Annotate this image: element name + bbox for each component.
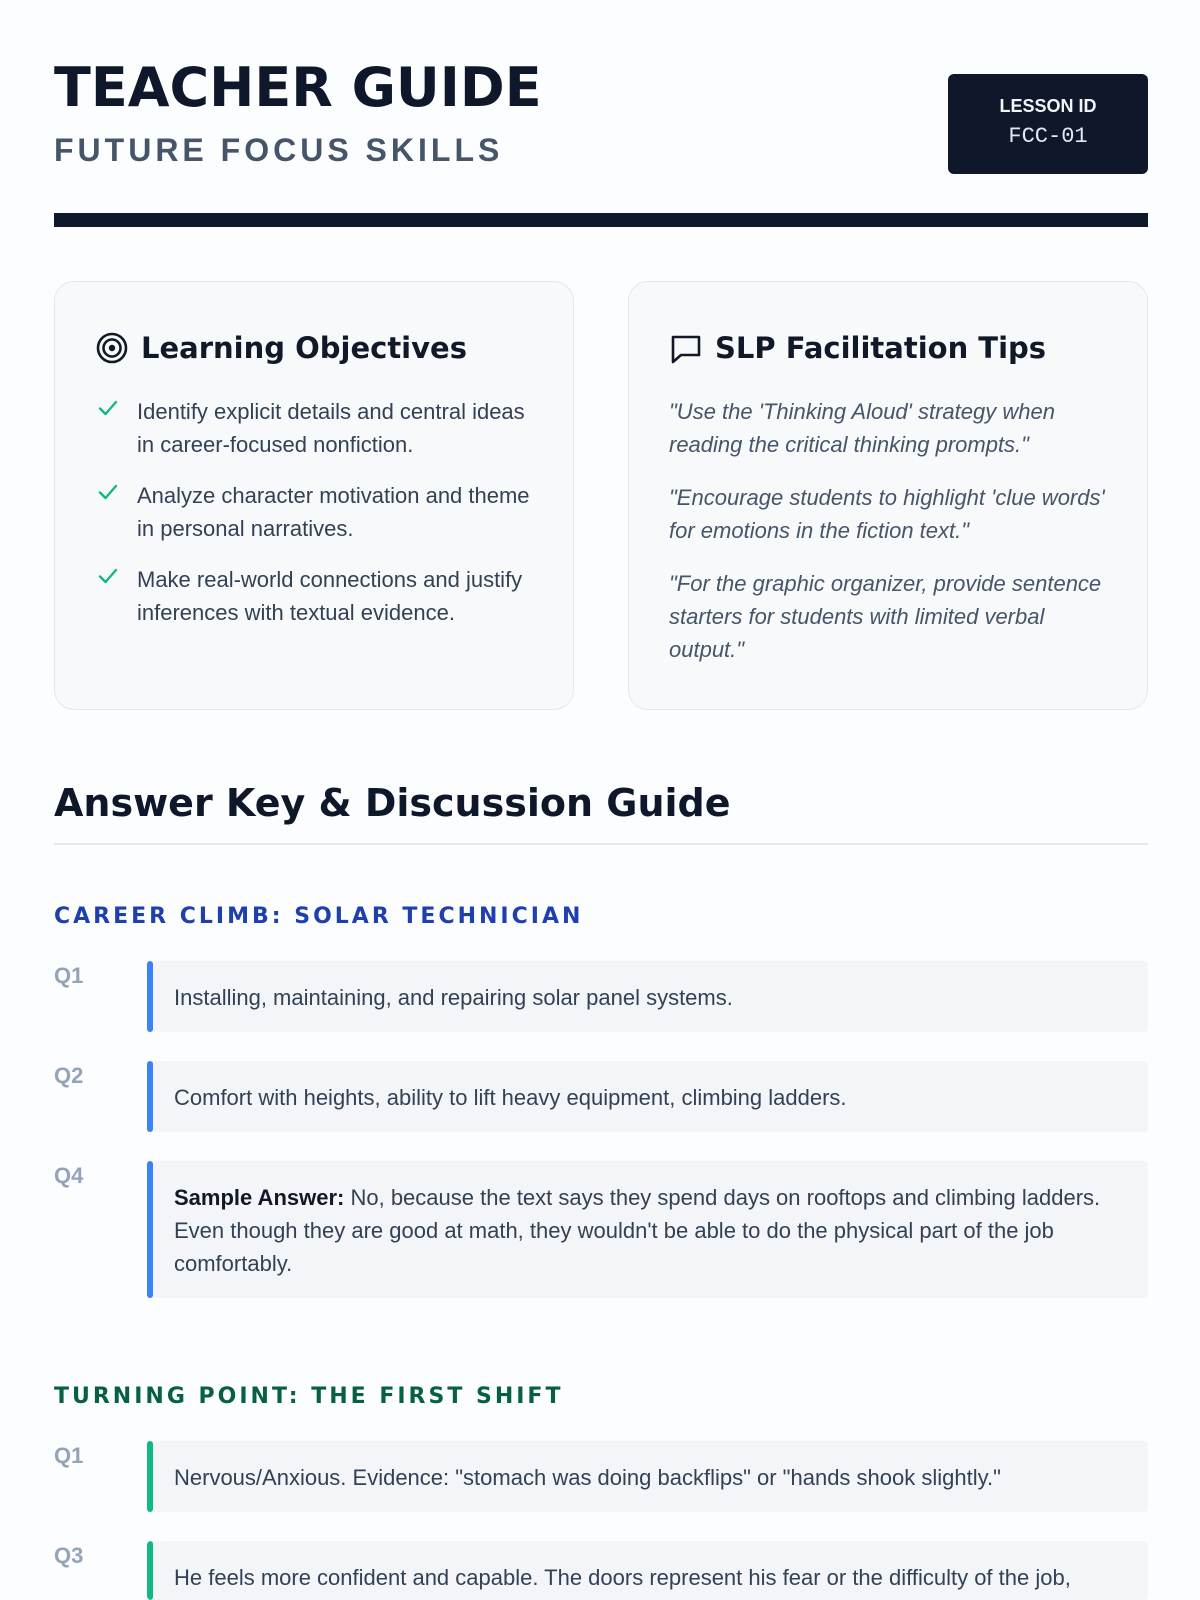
question-number: Q1 <box>54 963 84 988</box>
question-number: Q4 <box>54 1163 84 1188</box>
objectives-list <box>97 395 537 647</box>
header <box>54 56 1148 186</box>
page-title: TEACHER GUIDE <box>54 56 542 119</box>
answer-prefix: Sample Answer: <box>174 1185 345 1210</box>
checkmark-icon <box>97 565 119 587</box>
facilitation-tips-card <box>628 281 1148 710</box>
checkmark-icon <box>97 481 119 503</box>
header-divider <box>54 213 1148 227</box>
tip-item: "Use the 'Thinking Aloud' strategy when reading the critical thinking prompts." <box>669 399 1055 457</box>
learning-objectives-card <box>54 281 574 710</box>
facilitation-tips-header <box>669 328 1046 368</box>
answer-text: Comfort with heights, ability to lift heavy equipment, climbing ladders. <box>174 1085 847 1110</box>
answer-text: No, because the text says they spend days on rooftops and climbing ladders. Even though they are good at math, they wouldn't be able to do the physical part of the job comfortably. <box>174 1185 1101 1276</box>
learning-objectives-header <box>95 328 467 368</box>
objective-text: Make real-world connections and justify inferences with textual evidence. <box>137 567 523 625</box>
objective-item <box>97 563 537 629</box>
answer-text: Nervous/Anxious. Evidence: "stomach was doing backflips" or "hands shook slightly." <box>174 1465 1001 1490</box>
objective-item <box>97 479 537 545</box>
answer-box <box>147 1161 1148 1298</box>
target-icon <box>95 331 129 365</box>
section-divider <box>54 843 1148 845</box>
group-title-career-climb: CAREER CLIMB: SOLAR TECHNICIAN <box>54 904 584 929</box>
page-subtitle: FUTURE FOCUS SKILLS <box>54 132 504 168</box>
learning-objectives-title: Learning Objectives <box>141 331 467 365</box>
teacher-guide-page <box>54 0 1148 1600</box>
answer-box <box>147 1541 1148 1600</box>
question-number: Q2 <box>54 1063 84 1088</box>
checkmark-icon <box>97 397 119 419</box>
objective-text: Identify explicit details and central ideas in career-focused nonfiction. <box>137 399 525 457</box>
answer-text: He feels more confident and capable. The doors represent his fear or the difficulty of the job, <box>174 1565 1071 1590</box>
question-number: Q3 <box>54 1543 84 1568</box>
answer-box <box>147 1061 1148 1132</box>
tip-item: "For the graphic organizer, provide sentence starters for students with limited verbal output." <box>669 571 1102 662</box>
speech-bubble-icon <box>669 331 703 365</box>
lesson-id-value: FCC-01 <box>1008 124 1088 149</box>
answer-key-title: Answer Key & Discussion Guide <box>54 781 731 825</box>
facilitation-tips-title: SLP Facilitation Tips <box>715 331 1047 365</box>
tip-item: "Encourage students to highlight 'clue words' for emotions in the fiction text." <box>669 485 1105 543</box>
answer-box <box>147 1441 1148 1512</box>
tips-list <box>669 395 1109 686</box>
answer-box <box>147 961 1148 1032</box>
objective-item <box>97 395 537 461</box>
lesson-id-badge <box>948 74 1148 174</box>
objective-text: Analyze character motivation and theme in personal narratives. <box>137 483 530 541</box>
question-number: Q1 <box>54 1443 84 1468</box>
group-title-turning-point: TURNING POINT: THE FIRST SHIFT <box>54 1384 564 1409</box>
lesson-id-label: LESSON ID <box>999 96 1097 116</box>
answer-text: Installing, maintaining, and repairing solar panel systems. <box>174 985 733 1010</box>
